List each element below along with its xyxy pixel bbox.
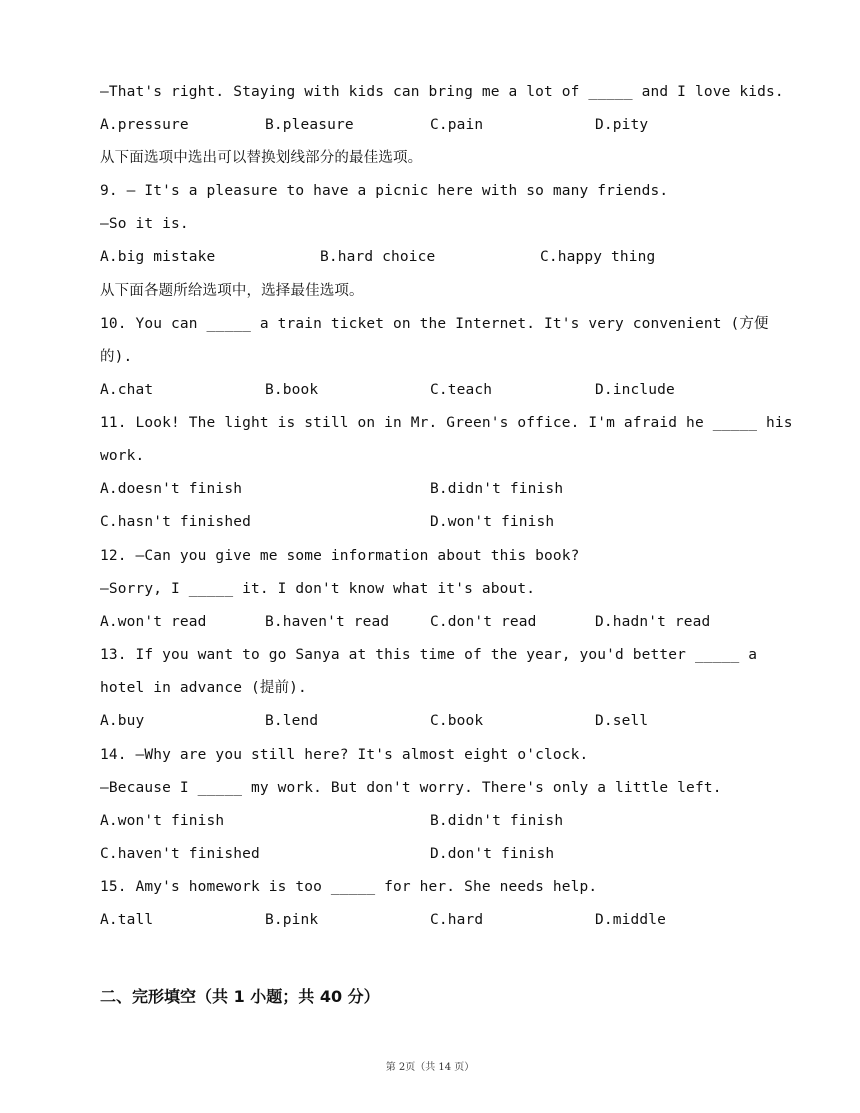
q11-option-a: A.doesn't finish [100, 481, 243, 497]
q12-option-d: D.hadn't read [595, 614, 711, 630]
q13-option-b: B.lend [265, 713, 319, 729]
q10-question: 10. You can _____ a train ticket on the Internet. It's very convenient (方便 [100, 316, 769, 332]
q9-question: 9. — It's a pleasure to have a picnic here with so many friends. [100, 183, 669, 199]
q10-option-c: C.teach [430, 382, 493, 398]
q14-option-b: B.didn't finish [430, 813, 564, 829]
q9-option-b: B.hard choice [320, 249, 436, 265]
q15-option-c: C.hard [430, 912, 484, 928]
q10-option-b: B.book [265, 382, 319, 398]
q13-question-cont: hotel in advance (提前). [100, 680, 307, 696]
q11-question-cont: work. [100, 448, 145, 464]
q9-response: —So it is. [100, 216, 189, 232]
q14-option-c: C.haven't finished [100, 846, 260, 862]
q8-option-c: C.pain [430, 117, 484, 133]
q11-option-d: D.won't finish [430, 514, 555, 530]
q10-question-cont: 的). [100, 349, 133, 365]
q11-option-c: C.hasn't finished [100, 514, 251, 530]
q14-option-a: A.won't finish [100, 813, 225, 829]
q12-option-b: B.haven't read [265, 614, 390, 630]
q15-option-d: D.middle [595, 912, 667, 928]
q9-option-c: C.happy thing [540, 249, 656, 265]
q15-question: 15. Amy's homework is too _____ for her. She needs help. [100, 879, 598, 895]
q12-question: 12. —Can you give me some information about this book? [100, 548, 580, 564]
q14-question: 14. —Why are you still here? It's almost eight o'clock. [100, 747, 589, 763]
q8-option-a: A.pressure [100, 117, 189, 133]
page-footer: 第 2页（共 14 页） [385, 1062, 475, 1073]
instruction-replace: 从下面选项中选出可以替换划线部分的最佳选项。 [100, 150, 423, 166]
q10-option-d: D.include [595, 382, 675, 398]
q14-option-d: D.don't finish [430, 846, 555, 862]
q12-option-a: A.won't read [100, 614, 207, 630]
q11-option-b: B.didn't finish [430, 481, 564, 497]
q13-option-c: C.book [430, 713, 484, 729]
q10-option-a: A.chat [100, 382, 154, 398]
section-heading-cloze: 二、完形填空（共 1 小题；共 40 分） [100, 987, 380, 1006]
q15-option-b: B.pink [265, 912, 319, 928]
q13-question: 13. If you want to go Sanya at this time of the year, you'd better _____ a [100, 647, 758, 663]
q8-dialogue-line: —That's right. Staying with kids can bring me a lot of _____ and I love kids. [100, 84, 784, 100]
q8-option-b: B.pleasure [265, 117, 354, 133]
instruction-choose: 从下面各题所给选项中，选择最佳选项。 [100, 283, 364, 299]
q9-option-a: A.big mistake [100, 249, 216, 265]
q11-question: 11. Look! The light is still on in Mr. Green's office. I'm afraid he _____ his [100, 415, 793, 431]
q14-response: —Because I _____ my work. But don't worry. There's only a little left. [100, 780, 722, 796]
q13-option-a: A.buy [100, 713, 145, 729]
q12-response: —Sorry, I _____ it. I don't know what it's about. [100, 581, 536, 597]
q15-option-a: A.tall [100, 912, 154, 928]
q13-option-d: D.sell [595, 713, 649, 729]
q12-option-c: C.don't read [430, 614, 537, 630]
q8-option-d: D.pity [595, 117, 649, 133]
